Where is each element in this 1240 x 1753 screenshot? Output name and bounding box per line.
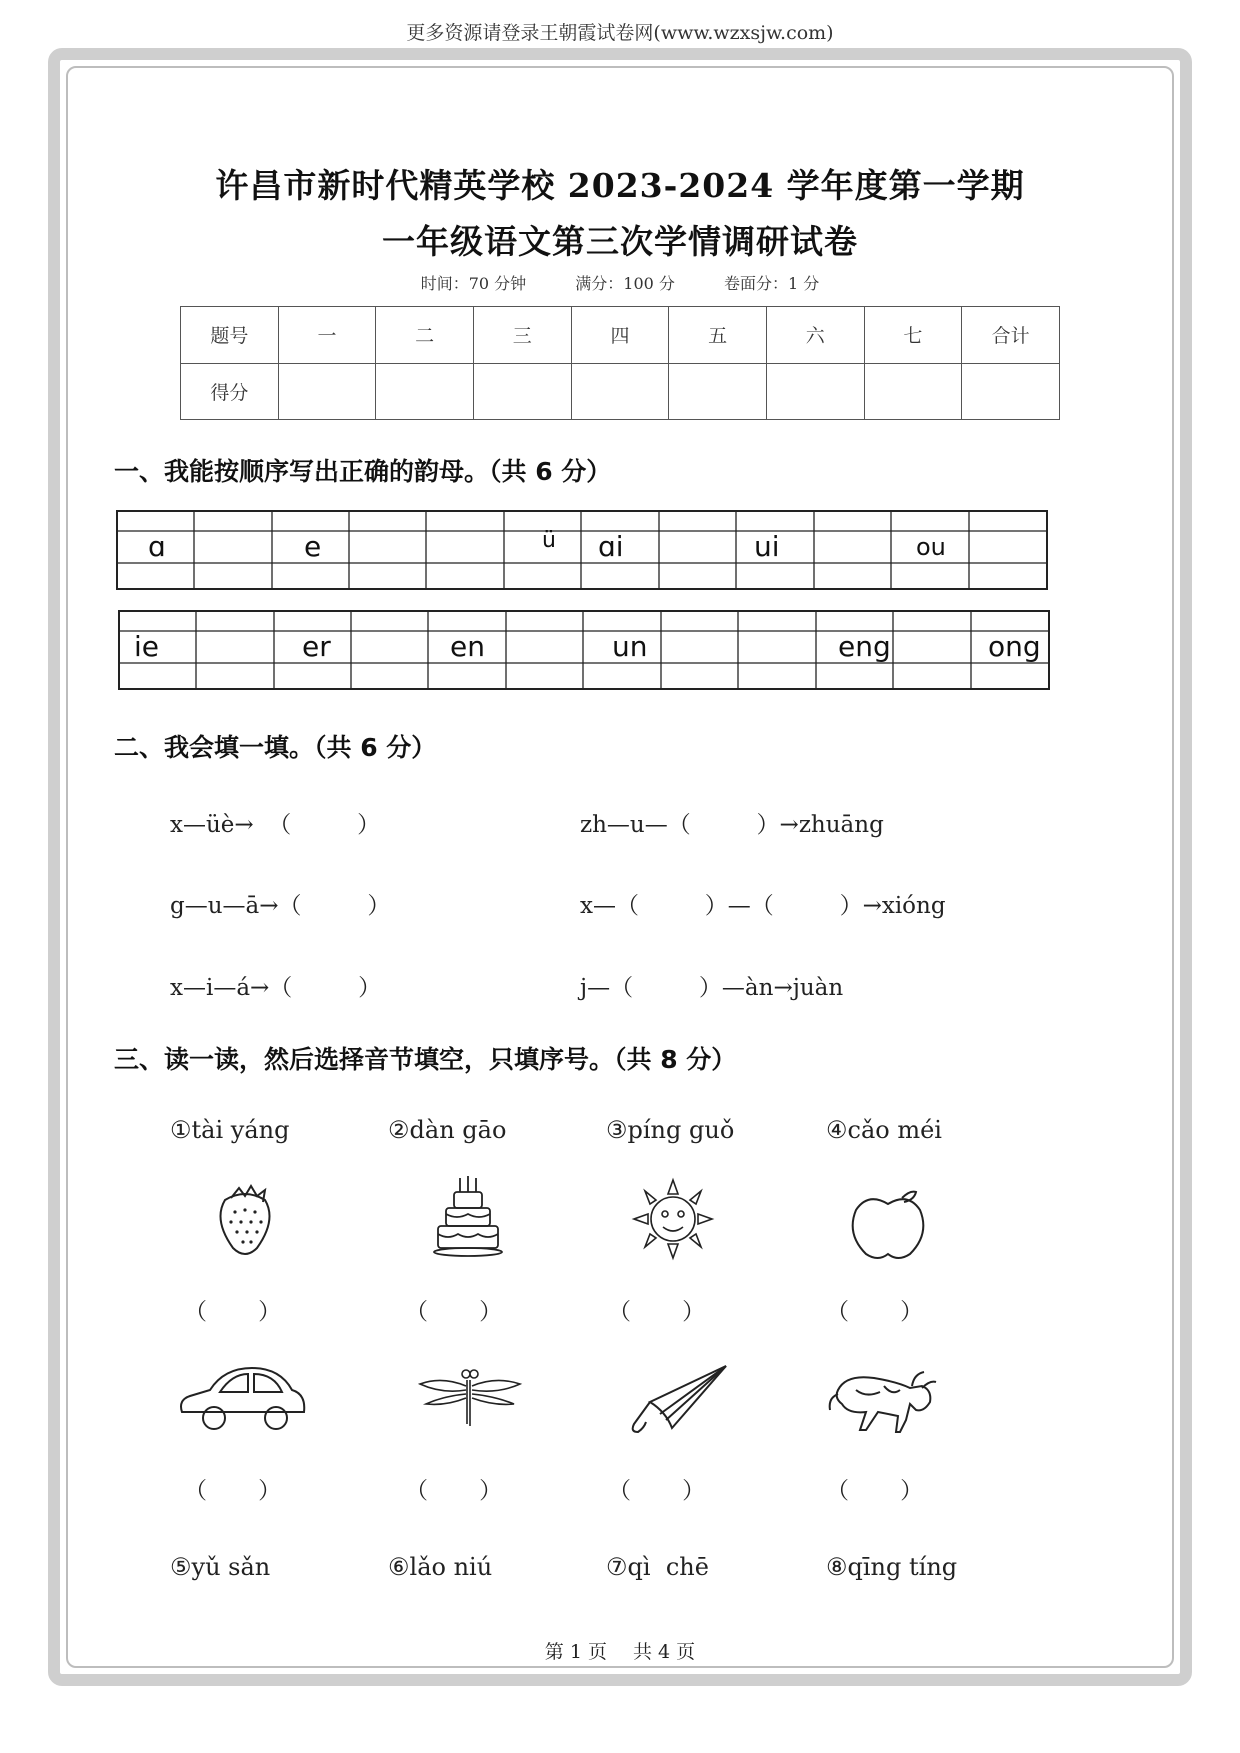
apple-picture — [846, 1188, 930, 1260]
page-total: 共 4 页 — [633, 1641, 696, 1663]
score-input-cell[interactable] — [669, 363, 767, 420]
answer-slot[interactable]: （ ） — [826, 1299, 924, 1325]
score-input-cell[interactable] — [766, 363, 864, 420]
option-6: ⑥lǎo niú — [388, 1553, 493, 1581]
cake-picture — [432, 1176, 504, 1258]
option-8: ⑧qīng tíng — [826, 1553, 958, 1581]
pinyin-grid-row2[interactable] — [118, 610, 1052, 692]
score-table-cell: 五 — [669, 307, 767, 364]
vowel-ou: ou — [916, 533, 946, 561]
option-1: ①tài yáng — [170, 1116, 290, 1144]
vowel-en: en — [450, 630, 485, 663]
exam-meta — [0, 271, 1240, 294]
fill-item-1[interactable]: x—üè→ （ ） — [170, 812, 381, 838]
answer-slot[interactable]: （ ） — [608, 1478, 706, 1504]
score-table-cell: 一 — [278, 307, 376, 364]
exam-time: 时间：70 分钟 — [420, 274, 527, 293]
score-table-cell: 题号 — [181, 307, 279, 364]
score-input-cell[interactable] — [962, 363, 1060, 420]
score-table-header-row — [181, 307, 1060, 364]
score-table-cell: 六 — [766, 307, 864, 364]
vowel-ai: ɑi — [598, 530, 624, 563]
option-5: ⑤yǔ sǎn — [170, 1553, 271, 1581]
strawberry-picture — [205, 1180, 285, 1260]
exam-title-line1: 许昌市新时代精英学校 2023-2024 学年度第一学期 — [215, 166, 1025, 205]
page-number: 第 1 页 — [544, 1641, 607, 1663]
exam-title-line2: 一年级语文第三次学情调研试卷 — [382, 222, 858, 261]
score-input-cell[interactable] — [571, 363, 669, 420]
vowel-er: er — [302, 630, 331, 663]
section3-heading: 三、读一读，然后选择音节填空，只填序号。（共 8 分） — [114, 1045, 737, 1074]
option-3: ③píng guǒ — [606, 1116, 735, 1144]
score-input-cell[interactable] — [864, 363, 962, 420]
ox-picture — [826, 1360, 938, 1436]
score-input-cell[interactable] — [376, 363, 474, 420]
answer-slot[interactable]: （ ） — [405, 1299, 503, 1325]
dragonfly-picture — [416, 1368, 524, 1428]
page-footer — [0, 1637, 1240, 1664]
option-4: ④cǎo méi — [826, 1116, 942, 1144]
answer-slot[interactable]: （ ） — [184, 1478, 282, 1504]
answer-slot[interactable]: （ ） — [826, 1478, 924, 1504]
vowel-ui: ui — [754, 530, 780, 563]
score-table — [180, 306, 1060, 420]
score-table-cell: 二 — [376, 307, 474, 364]
score-table-cell: 四 — [571, 307, 669, 364]
score-input-cell[interactable] — [278, 363, 376, 420]
vowel-ong: ong — [988, 630, 1041, 663]
option-2: ②dàn gāo — [388, 1116, 507, 1144]
vowel-ie: ie — [134, 630, 160, 663]
exam-full-score: 满分：100 分 — [575, 274, 675, 293]
fill-item-5[interactable]: x—i—á→（ ） — [170, 975, 382, 1001]
section2-heading: 二、我会填一填。（共 6 分） — [114, 733, 437, 762]
umbrella-picture — [626, 1362, 730, 1436]
score-table-cell: 三 — [473, 307, 571, 364]
fill-item-6[interactable]: j—（ ）—àn→juàn — [580, 975, 844, 1001]
vowel-a: ɑ — [148, 530, 166, 563]
answer-slot[interactable]: （ ） — [405, 1478, 503, 1504]
vowel-eng: eng — [838, 630, 891, 663]
fill-item-2[interactable]: zh—u—（ ）→zhuāng — [580, 812, 884, 838]
top-note: 更多资源请登录王朝霞试卷网(www.wzxsjw.com) — [406, 22, 834, 44]
score-input-cell[interactable] — [473, 363, 571, 420]
answer-slot[interactable]: （ ） — [608, 1299, 706, 1325]
score-table-score-row — [181, 363, 1060, 420]
score-table-cell: 合计 — [962, 307, 1060, 364]
section1-heading: 一、我能按顺序写出正确的韵母。（共 6 分） — [114, 457, 612, 486]
sun-picture — [628, 1176, 718, 1262]
pinyin-grid-row1[interactable] — [116, 510, 1050, 592]
exam-neatness-score: 卷面分：1 分 — [724, 274, 820, 293]
vowel-un: un — [612, 630, 648, 663]
car-picture — [176, 1360, 310, 1434]
score-table-cell: 得分 — [181, 363, 279, 420]
vowel-u-umlaut: ü — [542, 528, 556, 553]
vowel-e: e — [304, 530, 322, 563]
fill-item-3[interactable]: g—u—ā→（ ） — [170, 893, 391, 919]
option-7: ⑦qì chē — [606, 1553, 709, 1581]
fill-item-4[interactable]: x—（ ）—（ ）→xióng — [580, 893, 946, 919]
score-table-cell: 七 — [864, 307, 962, 364]
answer-slot[interactable]: （ ） — [184, 1299, 282, 1325]
